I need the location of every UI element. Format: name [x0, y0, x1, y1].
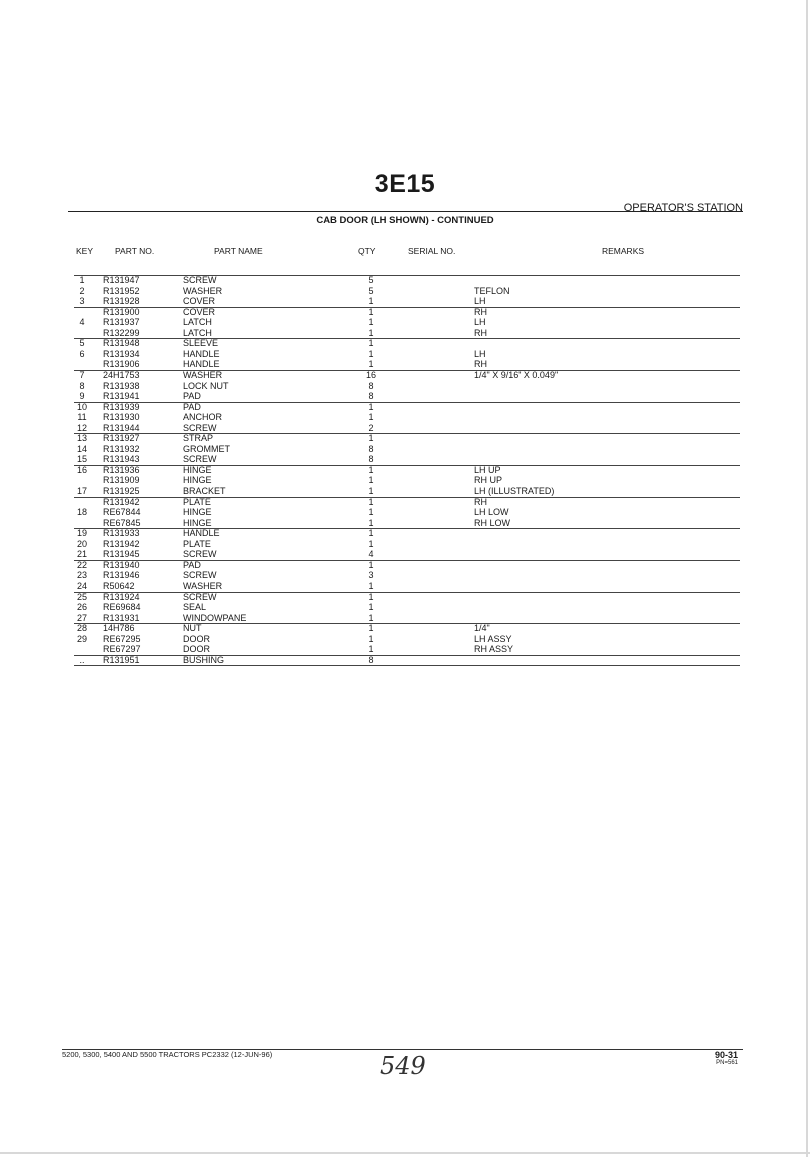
part-name-cell: NUT — [183, 623, 202, 634]
part-no-cell: R131900 — [103, 306, 140, 317]
part-name-cell: SCREW — [183, 454, 217, 465]
qty-cell: 16 — [365, 369, 376, 380]
key-cell: 25 — [76, 591, 87, 602]
part-name-cell: GROMMET — [183, 443, 230, 454]
remarks-cell: LH (ILLUSTRATED) — [474, 486, 555, 496]
key-cell: 21 — [76, 549, 87, 560]
key-cell: 4 — [79, 317, 85, 328]
qty-cell: 1 — [368, 517, 374, 528]
part-name-cell: PAD — [183, 401, 201, 412]
part-no-cell: R131941 — [103, 391, 140, 402]
part-no-cell: R131952 — [103, 285, 140, 296]
qty-cell: 1 — [368, 348, 374, 359]
group-rule — [74, 338, 740, 339]
key-cell: 19 — [76, 528, 87, 539]
qty-cell: 8 — [368, 380, 374, 391]
remarks-cell: RH — [474, 306, 487, 317]
part-no-cell: R131939 — [103, 401, 140, 412]
group-rule — [74, 402, 740, 403]
qty-cell: 8 — [368, 454, 374, 465]
key-cell: 27 — [76, 612, 87, 623]
column-header-part-name: PART NAME — [214, 246, 263, 256]
qty-cell: 2 — [368, 422, 374, 433]
remarks-cell: TEFLON — [474, 285, 510, 296]
key-cell: 26 — [76, 602, 87, 613]
remarks-cell: LH UP — [474, 464, 501, 475]
remarks-cell: LH ASSY — [474, 633, 512, 644]
key-cell: 1 — [79, 275, 85, 285]
part-name-cell: STRAP — [183, 433, 214, 444]
qty-cell: 5 — [368, 275, 374, 285]
key-cell: 12 — [76, 422, 87, 433]
group-rule — [74, 275, 740, 276]
qty-cell: 1 — [368, 433, 374, 444]
part-no-cell: RE67295 — [103, 633, 141, 644]
key-cell: 24 — [76, 580, 87, 591]
part-no-cell: R131942 — [103, 538, 140, 549]
remarks-cell: RH — [474, 327, 487, 338]
part-name-cell: WASHER — [183, 285, 223, 296]
part-name-cell: SCREW — [183, 570, 217, 581]
remarks-cell: RH — [474, 496, 487, 507]
part-no-cell: R131945 — [103, 549, 140, 560]
part-no-cell: 14H786 — [103, 623, 135, 634]
part-name-cell: LATCH — [183, 317, 212, 328]
qty-cell: 3 — [368, 570, 374, 581]
group-rule — [74, 433, 740, 434]
group-rule — [74, 528, 740, 529]
qty-cell: 1 — [368, 612, 374, 623]
key-cell: 9 — [79, 391, 85, 402]
part-no-cell: R131943 — [103, 454, 140, 465]
part-no-cell: R131937 — [103, 317, 140, 328]
figure-id: 3E15 — [374, 170, 436, 198]
qty-cell: 1 — [368, 338, 374, 349]
subtitle: CAB DOOR (LH SHOWN) - CONTINUED — [316, 215, 494, 226]
qty-cell: 1 — [368, 359, 374, 370]
part-no-cell: R131924 — [103, 591, 140, 602]
handwritten-page-number: 549 — [380, 1052, 426, 1080]
qty-cell: 1 — [368, 401, 374, 412]
key-cell: 8 — [79, 380, 85, 391]
qty-cell: 1 — [368, 412, 374, 423]
key-cell: 6 — [79, 348, 85, 359]
qty-cell: 4 — [368, 549, 374, 560]
qty-cell: 1 — [368, 559, 374, 570]
part-no-cell: R131934 — [103, 348, 140, 359]
remarks-cell: RH UP — [474, 475, 503, 486]
qty-cell: 1 — [368, 644, 374, 655]
part-name-cell: DOOR — [183, 644, 210, 655]
qty-cell: 8 — [368, 443, 374, 454]
qty-cell: 1 — [368, 496, 374, 507]
remarks-cell: RH — [474, 359, 487, 370]
part-no-cell: R131933 — [103, 528, 140, 539]
part-no-cell: R131931 — [103, 612, 140, 623]
part-no-cell: R132299 — [103, 327, 140, 338]
qty-cell: 1 — [368, 528, 374, 539]
part-name-cell: BRACKET — [183, 486, 226, 496]
remarks-cell: RH LOW — [474, 517, 510, 528]
part-name-cell: LOCK NUT — [183, 380, 229, 391]
part-no-cell: R131938 — [103, 380, 140, 391]
group-rule — [74, 370, 740, 371]
footer-models: 5200, 5300, 5400 AND 5500 TRACTORS PC2332 (12-JUN-96) — [62, 1050, 273, 1059]
qty-cell: 1 — [368, 507, 374, 518]
key-cell: 14 — [76, 443, 87, 454]
part-no-cell: RE69684 — [103, 602, 141, 613]
part-no-cell: R131925 — [103, 486, 140, 496]
key-cell: 15 — [76, 454, 87, 465]
part-name-cell: HINGE — [183, 517, 212, 528]
part-name-cell: SEAL — [183, 602, 207, 613]
part-name-cell: HANDLE — [183, 359, 220, 370]
part-name-cell: HINGE — [183, 507, 212, 518]
group-rule — [74, 665, 740, 666]
key-cell: 17 — [76, 486, 87, 496]
part-no-cell: R131927 — [103, 433, 140, 444]
column-header-remarks: REMARKS — [602, 246, 645, 256]
part-name-cell: SLEEVE — [183, 338, 219, 349]
part-name-cell: COVER — [183, 306, 216, 317]
part-no-cell: R131946 — [103, 570, 140, 581]
part-no-cell: R131944 — [103, 422, 140, 433]
part-no-cell: RE67844 — [103, 507, 141, 518]
remarks-cell: LH — [474, 317, 486, 328]
group-rule — [74, 560, 740, 561]
remarks-cell: 1/4" — [474, 623, 490, 634]
footer-page-number: 90-31 — [714, 1050, 738, 1060]
remarks-cell: 1/4" X 9/16" X 0.049" — [474, 369, 559, 380]
key-cell: 20 — [76, 538, 87, 549]
qty-cell: 1 — [368, 317, 374, 328]
part-no-cell: R131948 — [103, 338, 140, 349]
key-cell: 22 — [76, 559, 87, 570]
part-name-cell: LATCH — [183, 327, 212, 338]
part-name-cell: WINDOWPANE — [183, 612, 247, 623]
footer-pn: PN=561 — [716, 1060, 738, 1066]
qty-cell: 8 — [368, 654, 374, 665]
qty-cell: 8 — [368, 391, 374, 402]
part-name-cell: ANCHOR — [183, 412, 223, 423]
part-name-cell: PLATE — [183, 538, 211, 549]
qty-cell: 1 — [368, 602, 374, 613]
key-cell: 16 — [76, 464, 87, 475]
key-cell: 13 — [76, 433, 87, 444]
part-no-cell: 24H1753 — [103, 369, 140, 380]
key-cell: 10 — [76, 401, 87, 412]
key-cell: 28 — [76, 623, 87, 634]
part-name-cell: BUSHING — [183, 654, 225, 665]
part-name-cell: WASHER — [183, 580, 223, 591]
part-no-cell: R131928 — [103, 296, 140, 307]
group-rule — [74, 655, 740, 656]
key-cell: 29 — [76, 633, 87, 644]
qty-cell: 1 — [368, 591, 374, 602]
part-name-cell: PLATE — [183, 496, 211, 507]
remarks-cell: LH — [474, 296, 486, 307]
qty-cell: 5 — [368, 285, 374, 296]
remarks-cell: LH LOW — [474, 507, 509, 518]
key-cell: 23 — [76, 570, 87, 581]
key-cell: .. — [79, 654, 85, 665]
qty-cell: 1 — [368, 486, 374, 496]
part-no-cell: R131947 — [103, 275, 140, 285]
key-cell: 11 — [77, 412, 87, 423]
key-cell: 3 — [79, 296, 85, 307]
part-name-cell: SCREW — [183, 591, 217, 602]
part-no-cell: RE67297 — [103, 644, 141, 655]
part-no-cell: R131951 — [103, 654, 140, 665]
qty-cell: 1 — [368, 296, 374, 307]
part-no-cell: R131940 — [103, 559, 140, 570]
qty-cell: 1 — [368, 623, 374, 634]
part-name-cell: PAD — [183, 559, 201, 570]
qty-cell: 1 — [368, 306, 374, 317]
part-no-cell: RE67845 — [103, 517, 141, 528]
remarks-cell: RH ASSY — [474, 644, 514, 655]
key-cell: 2 — [79, 285, 85, 296]
group-rule — [74, 307, 740, 308]
column-header-part-no: PART NO. — [115, 246, 155, 256]
part-no-cell: R131936 — [103, 464, 140, 475]
part-no-cell: R131942 — [103, 496, 140, 507]
key-cell: 18 — [76, 507, 87, 518]
section-title: OPERATOR'S STATION — [623, 202, 743, 214]
part-name-cell: HANDLE — [183, 528, 220, 539]
part-no-cell: R50642 — [103, 580, 135, 591]
part-no-cell: R131906 — [103, 359, 140, 370]
key-cell: 5 — [79, 338, 85, 349]
qty-cell: 1 — [368, 464, 374, 475]
part-no-cell: R131930 — [103, 412, 140, 423]
part-name-cell: HINGE — [183, 475, 212, 486]
part-name-cell: HINGE — [183, 464, 212, 475]
group-rule — [74, 497, 740, 498]
group-rule — [74, 465, 740, 466]
key-cell: 7 — [79, 369, 85, 380]
qty-cell: 1 — [368, 633, 374, 644]
part-name-cell: SCREW — [183, 549, 217, 560]
group-rule — [74, 592, 740, 593]
part-name-cell: SCREW — [183, 422, 217, 433]
part-no-cell: R131909 — [103, 475, 140, 486]
remarks-cell: LH — [474, 348, 486, 359]
part-no-cell: R131932 — [103, 443, 140, 454]
part-name-cell: SCREW — [183, 275, 217, 285]
part-name-cell: PAD — [183, 391, 201, 402]
column-header-key: KEY — [76, 246, 94, 256]
column-header-serial-no: SERIAL NO. — [408, 246, 456, 256]
part-name-cell: HANDLE — [183, 348, 220, 359]
qty-cell: 1 — [368, 327, 374, 338]
part-name-cell: DOOR — [183, 633, 210, 644]
column-header-qty: QTY — [358, 246, 376, 256]
qty-cell: 1 — [368, 580, 374, 591]
part-name-cell: COVER — [183, 296, 216, 307]
group-rule — [74, 623, 740, 624]
part-name-cell: WASHER — [183, 369, 223, 380]
qty-cell: 1 — [368, 538, 374, 549]
qty-cell: 1 — [368, 475, 374, 486]
